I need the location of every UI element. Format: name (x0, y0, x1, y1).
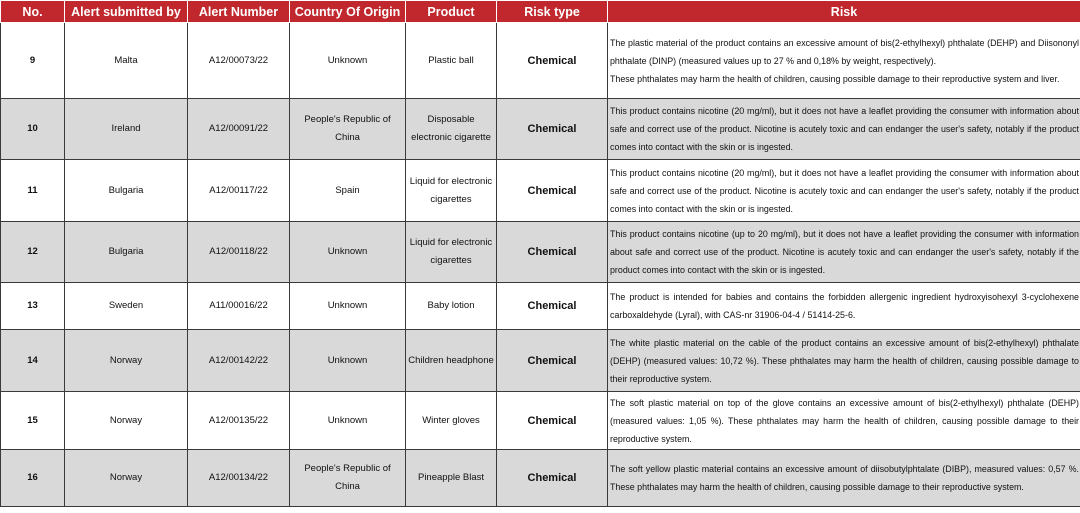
table-row (1, 330, 1080, 392)
cell-submitted-by: Bulgaria (65, 160, 188, 222)
cell-submitted-by: Norway (65, 392, 188, 450)
cell-country: Spain (290, 160, 406, 222)
cell-no: 16 (1, 450, 65, 507)
header-product: Product (406, 1, 497, 23)
cell-submitted-by: Sweden (65, 283, 188, 330)
table-row (1, 222, 1080, 283)
cell-risk-type: Chemical (497, 283, 608, 330)
cell-product: Pineapple Blast (406, 450, 497, 507)
cell-country: Unknown (290, 23, 406, 99)
cell-submitted-by: Norway (65, 450, 188, 507)
cell-no: 11 (1, 160, 65, 222)
cell-product: Disposable electronic cigarette (406, 99, 497, 160)
cell-risk: This product contains nicotine (20 mg/ml), but it does not have a leaflet providing the consumer with information about safe and correct use of the product. Nicotine is acutely toxic and can endanger the user's safety, notably if the product comes into contact with the skin or is ingested. (608, 160, 1080, 222)
cell-product: Plastic ball (406, 23, 497, 99)
cell-no: 13 (1, 283, 65, 330)
header-alert-number: Alert Number (188, 1, 290, 23)
header-submitted-by: Alert submitted by (65, 1, 188, 23)
cell-country: Unknown (290, 222, 406, 283)
cell-risk-type: Chemical (497, 99, 608, 160)
cell-product: Baby lotion (406, 283, 497, 330)
table-row (1, 392, 1080, 450)
cell-country: People's Republic of China (290, 99, 406, 160)
cell-alert-number: A12/00117/22 (188, 160, 290, 222)
table-row (1, 160, 1080, 222)
cell-risk: The white plastic material on the cable of the product contains an excessive amount of bis(2-ethylhexyl) phthalate (DEHP) (measured values: 10,72 %). These phthalates may harm the health of children, causing possible damage to their reproductive system. (608, 330, 1080, 392)
table-row (1, 23, 1080, 99)
cell-risk-type: Chemical (497, 450, 608, 507)
cell-alert-number: A12/00135/22 (188, 392, 290, 450)
cell-alert-number: A12/00118/22 (188, 222, 290, 283)
cell-risk: The product is intended for babies and contains the forbidden allergenic ingredient hydroxyisohexyl 3-cyclohexene carboxaldehyde (Lyral), with CAS-nr 31906-04-4 / 51414-25-6. (608, 283, 1080, 330)
table-row (1, 283, 1080, 330)
cell-product: Winter gloves (406, 392, 497, 450)
table-row (1, 450, 1080, 507)
cell-product: Liquid for electronic cigarettes (406, 160, 497, 222)
cell-alert-number: A12/00073/22 (188, 23, 290, 99)
cell-no: 10 (1, 99, 65, 160)
cell-risk-type: Chemical (497, 392, 608, 450)
cell-no: 15 (1, 392, 65, 450)
cell-risk: The soft yellow plastic material contains an excessive amount of diisobutylphtalate (DIBP), measured values: 0,57 %. These phthalates may harm the health of children, causing possible damage to their reproductive system. (608, 450, 1080, 507)
header-risk-type: Risk type (497, 1, 608, 23)
header-row (1, 1, 1080, 23)
cell-risk-type: Chemical (497, 222, 608, 283)
cell-submitted-by: Ireland (65, 99, 188, 160)
cell-alert-number: A12/00134/22 (188, 450, 290, 507)
cell-product: Liquid for electronic cigarettes (406, 222, 497, 283)
header-no: No. (1, 1, 65, 23)
cell-no: 9 (1, 23, 65, 99)
cell-alert-number: A11/00016/22 (188, 283, 290, 330)
cell-country: People's Republic of China (290, 450, 406, 507)
cell-country: Unknown (290, 283, 406, 330)
table-row (1, 99, 1080, 160)
cell-alert-number: A12/00142/22 (188, 330, 290, 392)
cell-risk: This product contains nicotine (20 mg/ml), but it does not have a leaflet providing the consumer with information about safe and correct use of the product. Nicotine is acutely toxic and can endanger the user's safety, notably if the product comes into contact with the skin or is ingested. (608, 99, 1080, 160)
cell-no: 12 (1, 222, 65, 283)
cell-risk: This product contains nicotine (up to 20 mg/ml), but it does not have a leaflet providing the consumer with information about safe and correct use of the product. Nicotine is acutely toxic and can endanger the user's safety, notably if the product comes into contact with the skin or is ingested. (608, 222, 1080, 283)
cell-submitted-by: Malta (65, 23, 188, 99)
header-country: Country Of Origin (290, 1, 406, 23)
cell-risk-type: Chemical (497, 23, 608, 99)
header-risk: Risk (608, 1, 1080, 23)
risk-text-extra: These phthalates may harm the health of children, causing possible damage to their reproductive system and liver. (610, 73, 1060, 84)
cell-risk-type: Chemical (497, 160, 608, 222)
cell-risk (608, 23, 1080, 99)
cell-no: 14 (1, 330, 65, 392)
cell-alert-number: A12/00091/22 (188, 99, 290, 160)
cell-risk-type: Chemical (497, 330, 608, 392)
cell-country: Unknown (290, 330, 406, 392)
cell-risk: The soft plastic material on top of the glove contains an excessive amount of bis(2-ethylhexyl) phthalate (DEHP) (measured values: 1,05 %). These phthalates may harm the health of children, causing possible damage to their reproductive system. (608, 392, 1080, 450)
risk-text: The plastic material of the product contains an excessive amount of bis(2-ethylhexyl) phthalate (DEHP) and Diisononyl phthalate (DINP) (measured values up to 27 % and 0,18% by weight, respectively). (610, 37, 1079, 66)
cell-submitted-by: Norway (65, 330, 188, 392)
cell-product: Children headphone (406, 330, 497, 392)
cell-submitted-by: Bulgaria (65, 222, 188, 283)
cell-country: Unknown (290, 392, 406, 450)
